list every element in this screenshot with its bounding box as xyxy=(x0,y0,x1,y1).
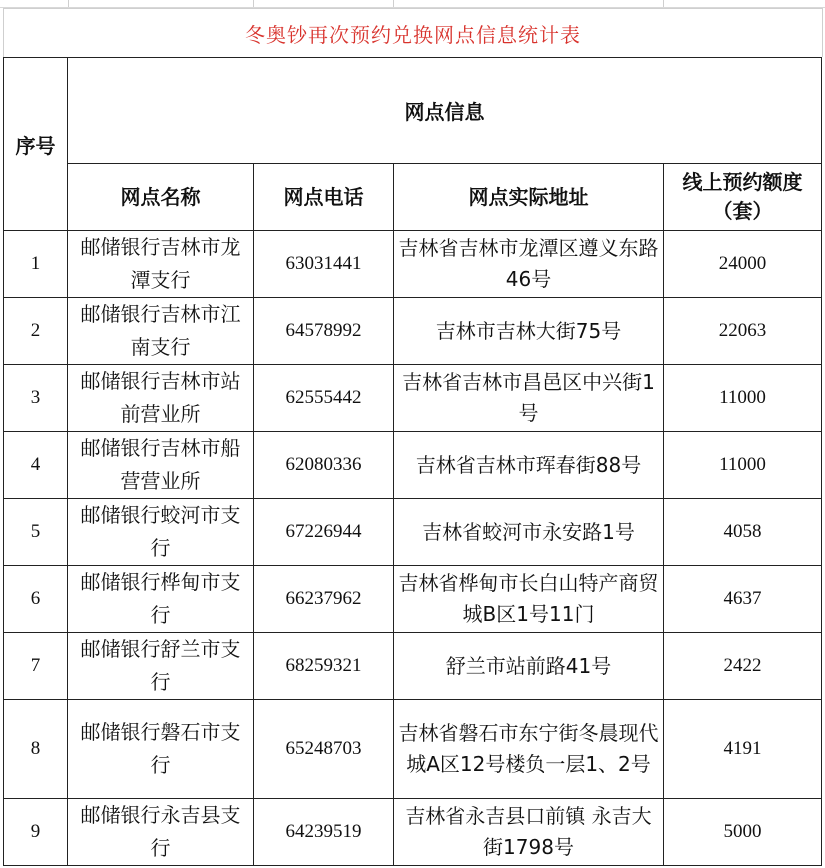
header-quota-line1: 线上预约额度 xyxy=(682,170,803,194)
row-name: 邮储银行吉林市龙潭支行 xyxy=(68,231,254,298)
row-name: 邮储银行蛟河市支行 xyxy=(68,499,254,566)
table-row xyxy=(4,566,822,633)
row-seq: 6 xyxy=(4,566,68,633)
row-name: 邮储银行磐石市支行 xyxy=(68,700,254,799)
row-address: 吉林省蛟河市永安路1号 xyxy=(394,499,664,566)
header-quota-line2: （套） xyxy=(712,199,773,223)
table-row xyxy=(4,799,822,866)
table-row xyxy=(4,700,822,799)
header-phone: 网点电话 xyxy=(254,164,394,231)
row-address: 舒兰市站前路41号 xyxy=(394,633,664,700)
row-phone: 64578992 xyxy=(254,298,394,365)
row-phone: 62555442 xyxy=(254,365,394,432)
row-quota: 24000 xyxy=(664,231,822,298)
row-quota: 22063 xyxy=(664,298,822,365)
row-name: 邮储银行桦甸市支行 xyxy=(68,566,254,633)
row-name: 邮储银行舒兰市支行 xyxy=(68,633,254,700)
row-address: 吉林省吉林市珲春街88号 xyxy=(394,432,664,499)
row-quota: 11000 xyxy=(664,365,822,432)
row-phone: 66237962 xyxy=(254,566,394,633)
table-row xyxy=(4,365,822,432)
table-row xyxy=(4,432,822,499)
row-phone: 67226944 xyxy=(254,499,394,566)
branch-info-table xyxy=(3,57,822,866)
row-quota: 2422 xyxy=(664,633,822,700)
row-quota: 4058 xyxy=(664,499,822,566)
header-name: 网点名称 xyxy=(68,164,254,231)
header-group: 网点信息 xyxy=(68,58,822,164)
row-address: 吉林省吉林市龙潭区遵义东路46号 xyxy=(394,231,664,298)
row-name: 邮储银行吉林市江南支行 xyxy=(68,298,254,365)
table-row xyxy=(4,231,822,298)
row-address: 吉林省吉林市昌邑区中兴街1号 xyxy=(394,365,664,432)
row-seq: 5 xyxy=(4,499,68,566)
strip-divider xyxy=(393,0,394,7)
row-phone: 63031441 xyxy=(254,231,394,298)
row-phone: 65248703 xyxy=(254,700,394,799)
table-title: 冬奥钞再次预约兑换网点信息统计表 xyxy=(245,22,581,47)
row-address: 吉林市吉林大街75号 xyxy=(394,298,664,365)
row-name: 邮储银行吉林市站前营业所 xyxy=(68,365,254,432)
table-row xyxy=(4,298,822,365)
row-phone: 68259321 xyxy=(254,633,394,700)
row-name: 邮储银行永吉县支行 xyxy=(68,799,254,866)
row-seq: 3 xyxy=(4,365,68,432)
row-seq: 7 xyxy=(4,633,68,700)
row-phone: 64239519 xyxy=(254,799,394,866)
top-column-strip xyxy=(0,0,825,8)
table-title-bar xyxy=(3,8,823,57)
row-quota: 11000 xyxy=(664,432,822,499)
table-row xyxy=(4,499,822,566)
table-row xyxy=(4,633,822,700)
header-quota xyxy=(664,164,822,231)
header-seq: 序号 xyxy=(4,58,68,231)
row-address: 吉林省桦甸市长白山特产商贸城B区1号11门 xyxy=(394,566,664,633)
row-quota: 5000 xyxy=(664,799,822,866)
row-seq: 2 xyxy=(4,298,68,365)
row-seq: 4 xyxy=(4,432,68,499)
row-address: 吉林省磐石市东宁街冬晨现代城A区12号楼负一层1、2号 xyxy=(394,700,664,799)
row-seq: 9 xyxy=(4,799,68,866)
row-seq: 1 xyxy=(4,231,68,298)
header-address: 网点实际地址 xyxy=(394,164,664,231)
row-phone: 62080336 xyxy=(254,432,394,499)
row-quota: 4637 xyxy=(664,566,822,633)
row-name: 邮储银行吉林市船营营业所 xyxy=(68,432,254,499)
row-quota: 4191 xyxy=(664,700,822,799)
strip-divider xyxy=(68,0,69,7)
row-seq: 8 xyxy=(4,700,68,799)
row-address: 吉林省永吉县口前镇 永吉大街1798号 xyxy=(394,799,664,866)
strip-divider xyxy=(663,0,664,7)
strip-divider xyxy=(253,0,254,7)
